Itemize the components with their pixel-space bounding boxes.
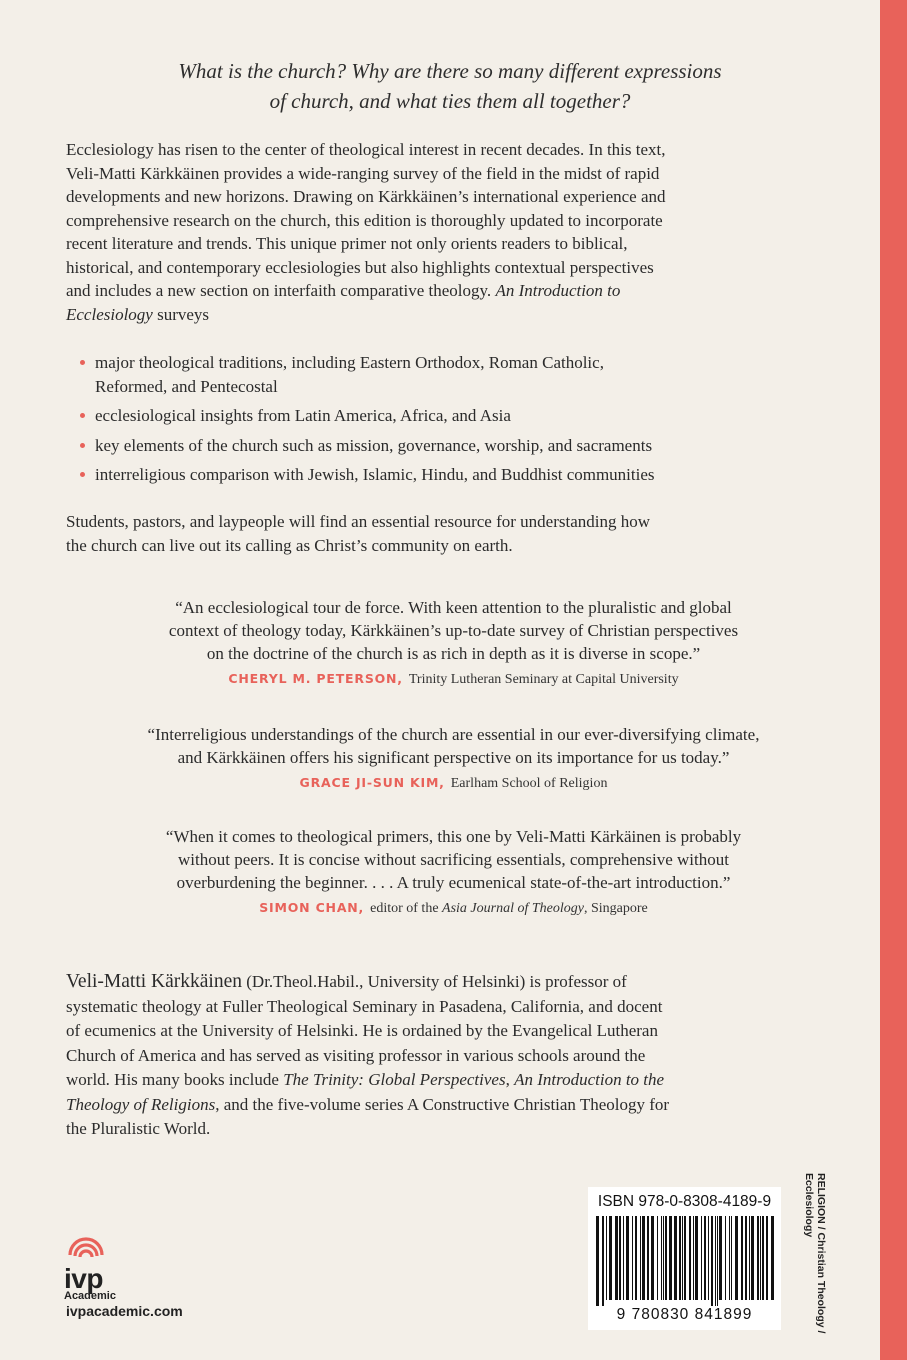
tagline-line: What is the church? Why are there so many different expressions [178, 59, 722, 83]
endorsement-line: “An ecclesiological tour de force. With keen attention to the pluralistic and global [175, 598, 732, 617]
endorsement-attribution [66, 667, 841, 691]
barcode-bar [749, 1216, 750, 1300]
barcode-bar [657, 1216, 658, 1300]
description-line: comprehensive research on the church, this edition is thoroughly updated to incorporate [66, 210, 663, 230]
description-text: and includes a new section on interfaith comparative theology. [66, 281, 496, 300]
barcode-bar [684, 1216, 686, 1300]
barcode-number: 9 780830 841899 [616, 1306, 753, 1323]
publisher-logo-subtext: Academic [64, 1290, 116, 1302]
subject-line: Ecclesiology [803, 1173, 815, 1238]
journal-title-italic: Asia Journal of Theology [442, 901, 584, 916]
bullet-item [78, 351, 655, 398]
bio-line [66, 1068, 669, 1093]
barcode-bar [642, 1216, 645, 1300]
endorsement [66, 723, 841, 795]
bullet-text: Reformed, and Pentecostal [95, 376, 278, 396]
barcode-bar [762, 1216, 764, 1300]
endorser-name: SIMON CHAN, [259, 900, 365, 915]
barcode-bar [674, 1216, 677, 1300]
bio-line [66, 970, 669, 995]
barcode-bar [661, 1216, 662, 1300]
description-line: Veli-Matti Kärkkäinen provides a wide-ranging survey of the field in the midst of rapid [66, 163, 660, 183]
endorsement-line: without peers. It is concise without sacrificing essentials, comprehensive without [178, 850, 729, 869]
barcode-bar [717, 1216, 718, 1306]
description-line: Ecclesiology has risen to the center of theological interest in recent decades. In this text, [66, 140, 666, 159]
bio-line: of ecumenics at the University of Helsinki. He is ordained by the Evangelical Lutheran [66, 1021, 658, 1040]
endorser-affiliation: Trinity Lutheran Seminary at Capital University [408, 672, 679, 687]
description-text: surveys [152, 304, 210, 324]
endorsement-line: “Interreligious understandings of the church are essential in our ever-diversifying climate, [147, 725, 760, 744]
bio-line: systematic theology at Fuller Theological Seminary in Pasadena, California, and docent [66, 996, 663, 1016]
barcode-bar [615, 1216, 618, 1300]
barcode-bar [704, 1216, 706, 1300]
red-edge-band [880, 0, 907, 1360]
barcode-bar [663, 1216, 664, 1300]
bio-line: the Pluralistic World. [66, 1119, 211, 1138]
bio-line: Church of America and has served as visiting professor in various schools around the [66, 1045, 646, 1065]
barcode-bar [729, 1216, 730, 1300]
barcode-bar [695, 1216, 698, 1300]
endorser-name: CHERYL M. PETERSON, [228, 671, 403, 686]
affiliation-text: editor of the [370, 901, 443, 916]
barcode-bar [640, 1216, 641, 1300]
book-title-italic: Ecclesiology [66, 304, 153, 324]
barcode-bar [708, 1216, 709, 1300]
endorsement-line: “When it comes to theological primers, this one by Veli-Matti Kärkäinen is probably [165, 827, 742, 846]
barcode-bar [760, 1216, 761, 1300]
subject-line: RELIGION / Christian Theology / [815, 1173, 827, 1334]
isbn-label: ISBN 978-0-8308-4189-9 [597, 1193, 772, 1210]
barcode-bar [715, 1216, 716, 1306]
barcode-bar [689, 1216, 691, 1300]
publisher-website: ivpacademic.com [66, 1303, 183, 1319]
barcode-bar [731, 1216, 732, 1300]
bio-text: world. His many books include [66, 1070, 284, 1089]
endorsement [66, 596, 841, 691]
barcode-bar [665, 1216, 667, 1300]
barcode-bar [632, 1216, 633, 1300]
barcode-bar [619, 1216, 621, 1300]
barcode-bar [596, 1216, 599, 1306]
barcode-bar [735, 1216, 738, 1300]
bullet-text: ecclesiological insights from Latin America, Africa, and Asia [95, 406, 511, 425]
publisher-logo [64, 1235, 116, 1302]
barcode-bar [693, 1216, 694, 1300]
endorsement-line: overburdening the beginner. . . . A truly ecumenical state-of-the-art introduction.” [176, 873, 731, 892]
bullet-item [78, 404, 655, 428]
survey-bullet-list [78, 351, 655, 493]
bullet-text: major theological traditions, including Eastern Orthodox, Roman Catholic, [95, 353, 604, 372]
description-line: developments and new horizons. Drawing on Kärkkäinen’s international experience and [66, 187, 666, 206]
subject-classification [803, 1173, 827, 1333]
bullet-item [78, 463, 655, 487]
endorser-name: GRACE JI-SUN KIM, [299, 775, 445, 790]
bullet-dot-icon [80, 443, 85, 448]
endorsement-line: on the doctrine of the church is as rich in depth as it is diverse in scope.” [206, 644, 701, 663]
barcode-bar [669, 1216, 672, 1300]
barcode-bar [609, 1216, 612, 1300]
barcode-bar [701, 1216, 702, 1300]
bio-text: , [505, 1070, 515, 1089]
barcode-bar [757, 1216, 759, 1300]
endorser-affiliation [370, 901, 648, 916]
endorsement [66, 825, 841, 920]
publisher-logo-text: ivp [64, 1263, 103, 1294]
endorsement-attribution [66, 771, 841, 795]
description-line: historical, and contemporary ecclesiologies but also highlights contextual perspectives [66, 257, 654, 277]
barcode-bar [751, 1216, 754, 1300]
description [66, 138, 666, 326]
barcode-bar [679, 1216, 681, 1300]
barcode-bar [741, 1216, 743, 1300]
endorser-affiliation: Earlham School of Religion [450, 776, 608, 791]
bullet-text: key elements of the church such as mission, governance, worship, and sacraments [95, 435, 653, 455]
bullet-dot-icon [80, 413, 85, 418]
tagline [110, 56, 790, 116]
barcode-bar [766, 1216, 768, 1300]
barcode-bar [635, 1216, 637, 1300]
barcode-bar [711, 1216, 713, 1306]
barcode-bar [626, 1216, 629, 1300]
description-line: recent literature and trends. This unique primer not only orients readers to biblical, [66, 234, 628, 253]
endorsement-attribution [66, 896, 841, 920]
closing-paragraph [66, 510, 650, 557]
barcode-bars [594, 1216, 775, 1306]
barcode-bar [682, 1216, 683, 1300]
endorsement-line: and Kärkkäinen offers his significant perspective on its importance for us today.” [177, 748, 730, 767]
bio-text: (Dr.Theol.Habil., University of Helsinki) is professor of [242, 972, 627, 991]
barcode-bar [602, 1216, 604, 1306]
book-title-italic: Theology of Religions [66, 1094, 216, 1114]
closing-line: Students, pastors, and laypeople will find an essential resource for understanding how [66, 512, 651, 531]
barcode-bar [771, 1216, 774, 1300]
barcode-bar [745, 1216, 747, 1300]
bullet-text: interreligious comparison with Jewish, Islamic, Hindu, and Buddhist communities [95, 465, 655, 484]
book-title-italic: An Introduction to [495, 281, 621, 300]
barcode-bar [606, 1216, 607, 1300]
endorsement-line: context of theology today, Kärkkäinen’s up-to-date survey of Christian perspectives [168, 621, 739, 640]
isbn-barcode [588, 1187, 781, 1330]
tagline-line: of church, and what ties them all together? [269, 89, 631, 113]
barcode-bar [651, 1216, 654, 1300]
bullet-item [78, 434, 655, 458]
closing-line: the church can live out its calling as Christ’s community on earth. [66, 535, 513, 555]
barcode-bar [647, 1216, 649, 1300]
book-title-italic: An Introduction to the [514, 1070, 665, 1089]
author-bio [66, 970, 669, 1142]
barcode-bar [623, 1216, 624, 1300]
description-line [66, 279, 666, 303]
barcode-bar [725, 1216, 726, 1300]
book-title-italic: The Trinity: Global Perspectives [283, 1070, 506, 1089]
bio-line [66, 1093, 669, 1118]
affiliation-text: , Singapore [583, 901, 648, 916]
author-name: Veli-Matti Kärkkäinen [66, 971, 242, 992]
bio-text: , and the five-volume series A Constructive Christian Theology for [215, 1094, 670, 1114]
description-line [66, 303, 666, 327]
barcode-bar [719, 1216, 722, 1300]
bullet-dot-icon [80, 360, 85, 365]
bullet-dot-icon [80, 472, 85, 477]
